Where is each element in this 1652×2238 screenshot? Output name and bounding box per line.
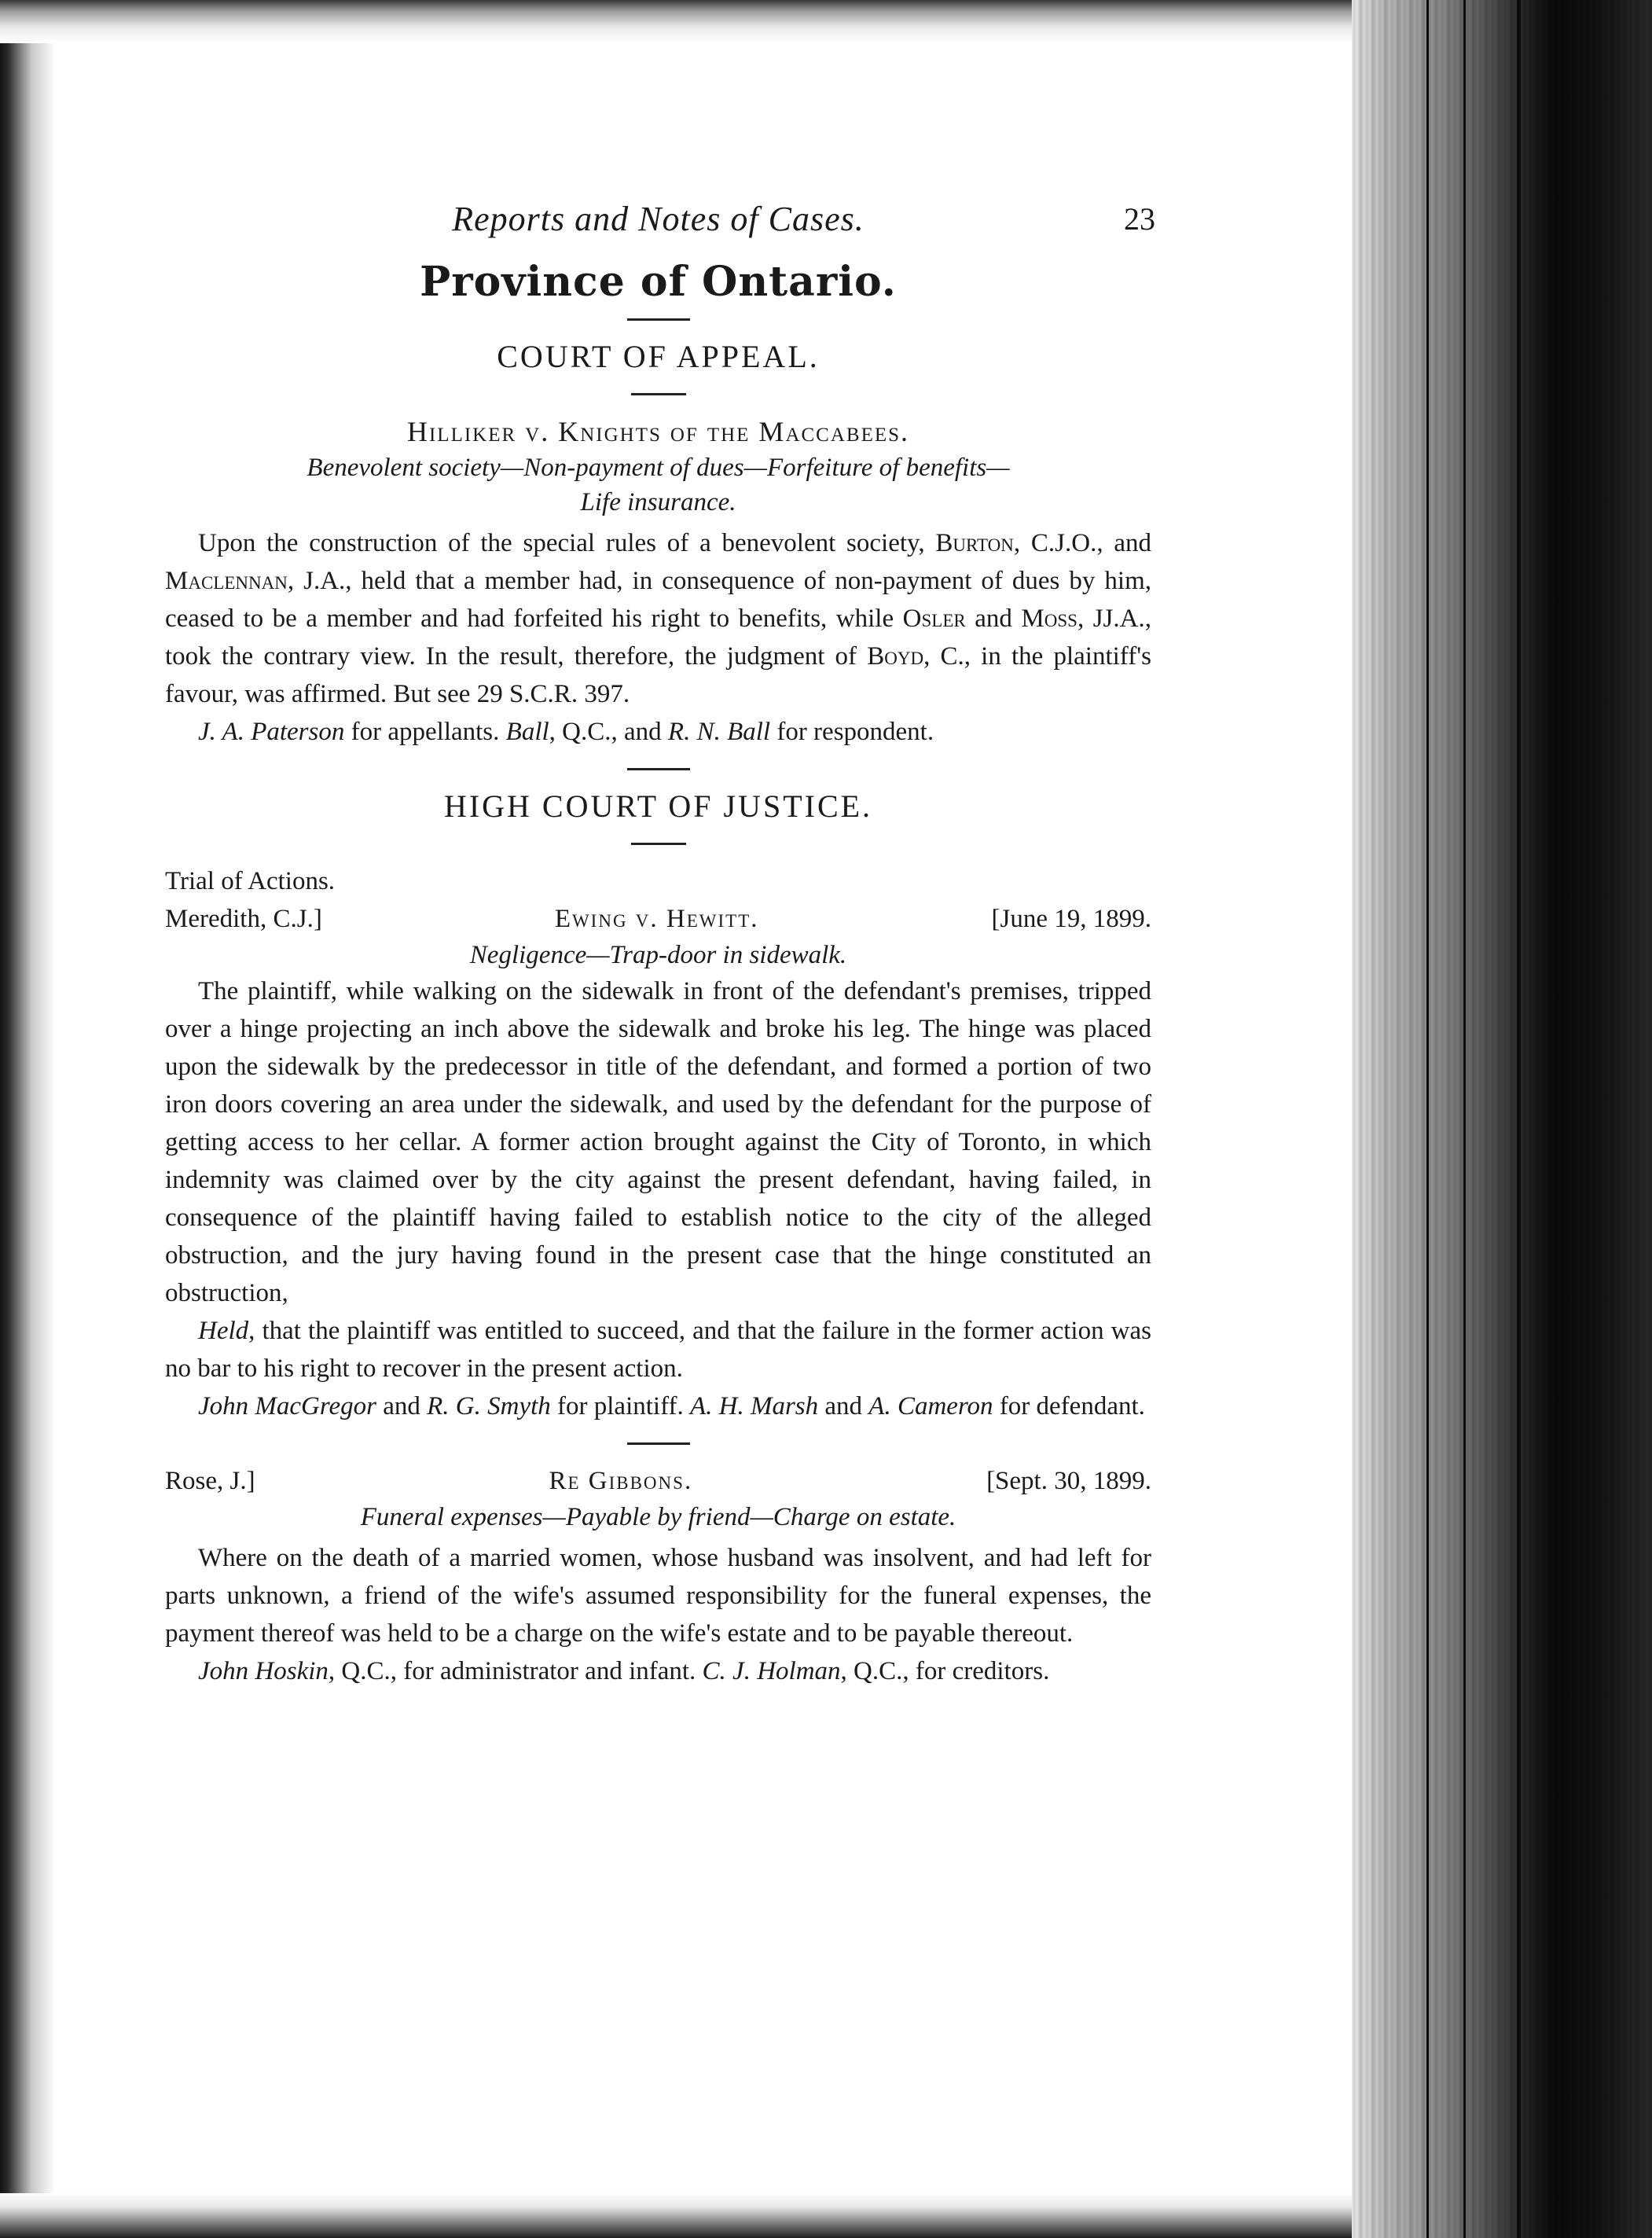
page-number: 23 — [1124, 201, 1155, 237]
binding-line — [1426, 0, 1429, 2238]
running-title: Reports and Notes of Cases. — [452, 200, 865, 238]
scan-top-edge — [0, 0, 1352, 43]
judge-name: Maclennan — [165, 567, 288, 595]
judge-name: Burton — [935, 529, 1014, 557]
province-title: Province of Ontario. — [420, 258, 897, 306]
held-paragraph: Held, that the plaintiff was entitled to succeed, and that the failure in the former action was no bar to his right to recover in the present action. — [165, 1317, 1151, 1383]
court-of-appeal-heading: COURT OF APPEAL. — [497, 339, 820, 374]
case-paragraph: The plaintiff, while walking on the sidewalk in front of the defendant's premises, tripped over a hinge projecting an inch above the sidewalk and broke his leg. The hinge was placed upon the sidewalk by the predecessor in title of the defendant, and formed a portion of two iron doors covering an area under the sidewalk, and used by the defendant for the purpose of getting access to her cellar. A former action brought against the City of Toronto, in which indemnity was claimed over by the city against the present defendant, having failed, in consequence of the plaintiff having failed to establish notice to the city of the alleged obstruction, and the jury having found in the present case that the hinge constituted an obstruction, — [165, 977, 1151, 1307]
divider-rule — [631, 393, 686, 395]
judge-name: Boyd — [867, 642, 924, 671]
case-date: [Sept. 30, 1899. — [986, 1467, 1151, 1495]
scan-bottom-edge — [0, 2193, 1352, 2238]
counsel-line: John Hoskin, Q.C., for administrator and infant. C. J. Holman, Q.C., for creditors. — [198, 1657, 1050, 1685]
judge-label: Meredith, C.J.] — [165, 905, 322, 933]
case-date: [June 19, 1899. — [991, 905, 1151, 933]
judge-name: Osler — [902, 605, 966, 633]
divider-rule — [627, 318, 690, 321]
case-headnote: Negligence—Trap-door in sidewalk. — [469, 941, 847, 969]
headnote-line: Life insurance. — [580, 488, 736, 516]
case-title-gibbons: Re Gibbons. — [549, 1467, 693, 1495]
case-paragraph: Where on the death of a married women, whose husband was insolvent, and had left for parts unknown, a friend of the wife's assumed responsibility for the funeral expenses, the payment thereof was held to be a charge on the wife's estate and to be payable thereout. — [165, 1544, 1151, 1648]
headnote-line: Benevolent society—Non-payment of dues—Forfeiture of benefits— — [307, 454, 1010, 482]
binding-line — [1463, 0, 1466, 2238]
held-label: Held — [198, 1317, 249, 1345]
scan-left-edge — [0, 0, 55, 2238]
case-headnote — [165, 450, 1151, 520]
case-title-ewing: Ewing v. Hewitt. — [554, 905, 759, 933]
counsel-line: J. A. Paterson for appellants. Ball, Q.C., and R. N. Ball for respondent. — [198, 718, 934, 746]
divider-rule — [631, 843, 686, 845]
binding-line — [1517, 0, 1521, 2238]
book-binding-edge — [1352, 0, 1652, 2238]
case-header-row — [165, 1462, 1151, 1500]
case-headnote: Funeral expenses—Payable by friend—Charge on estate. — [360, 1503, 956, 1531]
counsel-line: John MacGregor and R. G. Smyth for plaintiff. A. H. Marsh and A. Cameron for defendant. — [198, 1392, 1145, 1420]
judge-label: Rose, J.] — [165, 1467, 255, 1495]
case-header-row — [165, 900, 1151, 938]
case-paragraph: Upon the construction of the special rules of a benevolent society, Burton, C.J.O., and Maclennan, J.A., held that a member had, in consequence of non-payment of dues by him, ceased to be a member and had forfeited his right to benefits, while Osler and Moss, JJ.A., took the contrary view. In the result, therefore, the judgment of Boyd, C., in the plaintiff's favour, was affirmed. But see 29 S.C.R. 397. — [165, 529, 1151, 708]
high-court-heading: HIGH COURT OF JUSTICE. — [443, 788, 873, 824]
case-title-hilliker: Hilliker v. Knights of the Maccabees. — [406, 416, 910, 447]
running-head — [165, 200, 1155, 255]
divider-rule — [627, 1442, 690, 1445]
trial-of-actions-label: Trial of Actions. — [165, 867, 336, 895]
judge-name: Moss — [1021, 605, 1077, 633]
page-content — [165, 200, 1155, 1690]
divider-rule — [627, 768, 690, 770]
